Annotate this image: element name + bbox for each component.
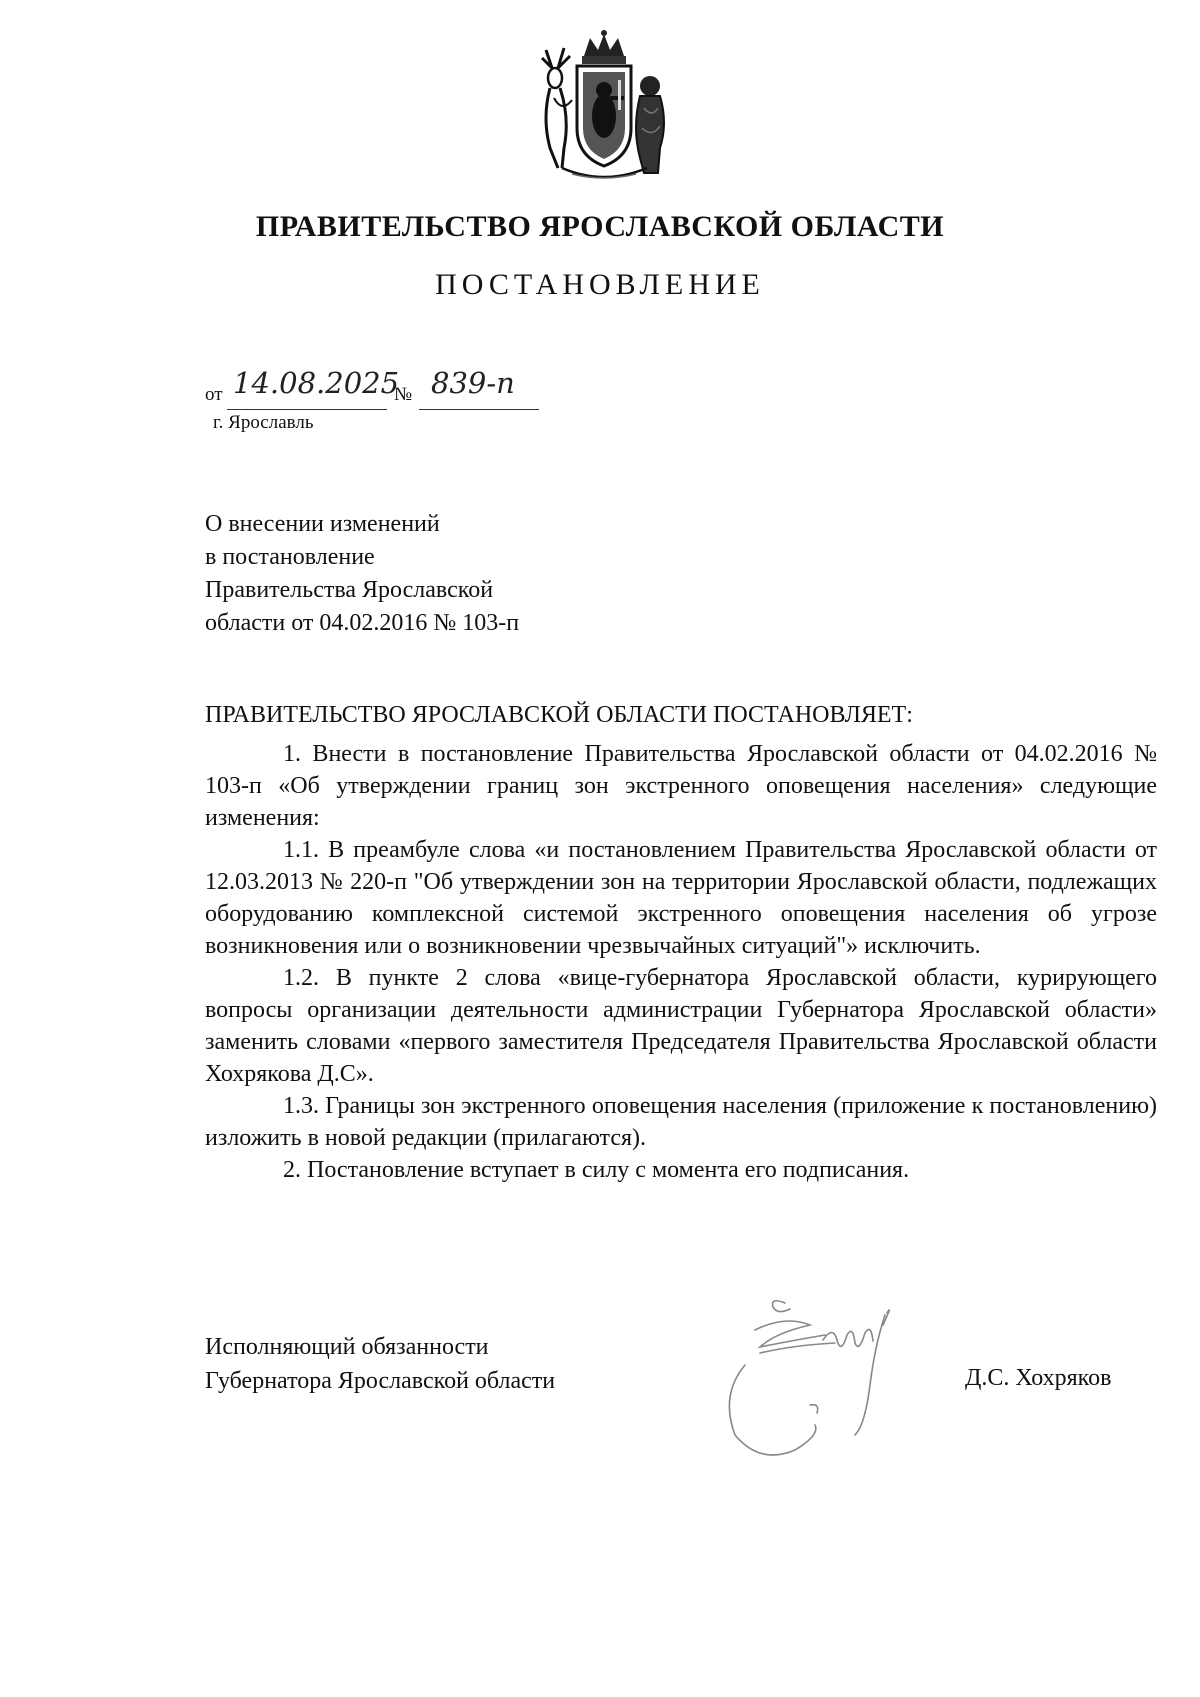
coat-of-arms-icon [532,28,677,183]
decree-heading: ПРАВИТЕЛЬСТВО ЯРОСЛАВСКОЙ ОБЛАСТИ ПОСТАНОВЛЯЕТ: [205,702,913,728]
role-line: Исполняющий обязанности [205,1334,489,1360]
subject-line: О внесении изменений [205,511,440,537]
handwritten-number: 839-п [431,366,515,400]
signatory-role [205,1330,555,1398]
number-underline [419,409,539,410]
subject-line: области от 04.02.2016 № 103-п [205,610,520,636]
subject-line: в постановление [205,544,375,570]
signatory-name: Д.С. Хохряков [965,1365,1112,1391]
date-underline [227,409,387,410]
paragraph-1-1: 1.1. В преамбуле слова «и постановлением Правительства Ярославской области от 12.03.2013 № 220-п "Об утверждении зон на территории Ярославской области, подлежащих оборудованию комплексной системой экстренного оповещения населения об угрозе возникновения или о возникновении чрезвычайных ситуаций"» исключить. [205,837,1157,959]
paragraph-1-3: 1.3. Границы зон экстренного оповещения населения (приложение к постановлению) изложить в новой редакции (прилагаются). [205,1093,1157,1151]
paragraph-1-2: 1.2. В пункте 2 слова «вице-губернатора Ярославской области, курирующего вопросы организации деятельности администрации Губернатора Ярославской области» заменить словами «первого заместителя Председателя Правительства Ярославской области Хохрякова Д.С». [205,965,1157,1087]
paragraph-1: 1. Внести в постановление Правительства Ярославской области от 04.02.2016 № 103-п «Об утверждении границ зон экстренного оповещения населения» следующие изменения: [205,741,1157,831]
subject-line: Правительства Ярославской [205,577,494,603]
handwritten-signature [715,1285,945,1485]
document-type: ПОСТАНОВЛЕНИЕ [435,268,765,301]
decree-body [205,738,1157,1186]
role-line: Губернатора Ярославской области [205,1368,556,1394]
government-title: ПРАВИТЕЛЬСТВО ЯРОСЛАВСКОЙ ОБЛАСТИ [255,210,945,243]
number-prefix: № [394,384,413,405]
city-name: г. Ярославль [213,412,314,433]
handwritten-date: 14.08.2025 [233,366,400,400]
date-prefix: от [205,384,223,405]
subject-block [205,508,519,640]
paragraph-2: 2. Постановление вступает в силу с момента его подписания. [283,1157,910,1183]
